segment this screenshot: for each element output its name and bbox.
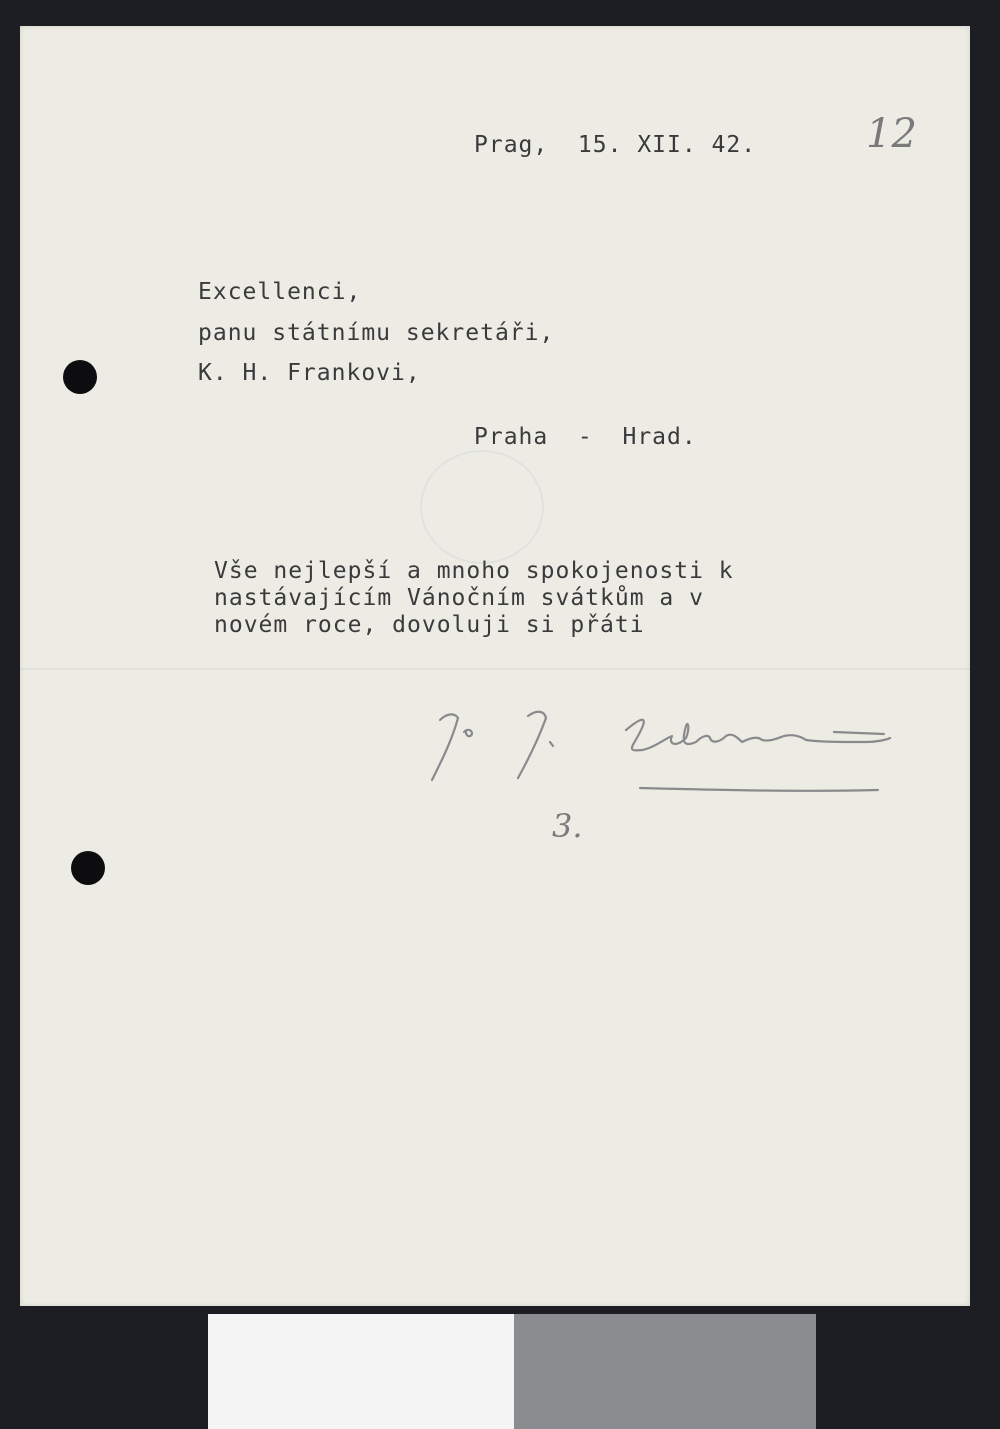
pencil-note: 3. [552,807,583,845]
recipient-line-3: K. H. Frankovi, [198,360,421,386]
calibration-card-white [208,1314,514,1429]
body-line-3: novém roce, dovoluji si přáti [214,612,645,638]
date-line: Prag, 15. XII. 42. [474,132,757,158]
calibration-card-grey [514,1314,816,1429]
paper-fold [20,668,970,670]
body-line-1: Vše nejlepší a mnoho spokojenosti k [214,558,734,584]
recipient-line-1: Excellenci, [198,279,362,305]
recipient-line-2: panu státnímu sekretáři, [198,320,555,346]
punch-hole-top [63,360,97,394]
letter-paper [20,26,970,1306]
body-line-2: nastávajícím Vánočním svátkům a v [214,585,704,611]
faint-stamp [420,450,544,564]
punch-hole-bottom [71,851,105,885]
recipient-place: Praha - Hrad. [474,424,697,450]
signature [420,680,910,800]
folio-number: 12 [866,111,917,157]
